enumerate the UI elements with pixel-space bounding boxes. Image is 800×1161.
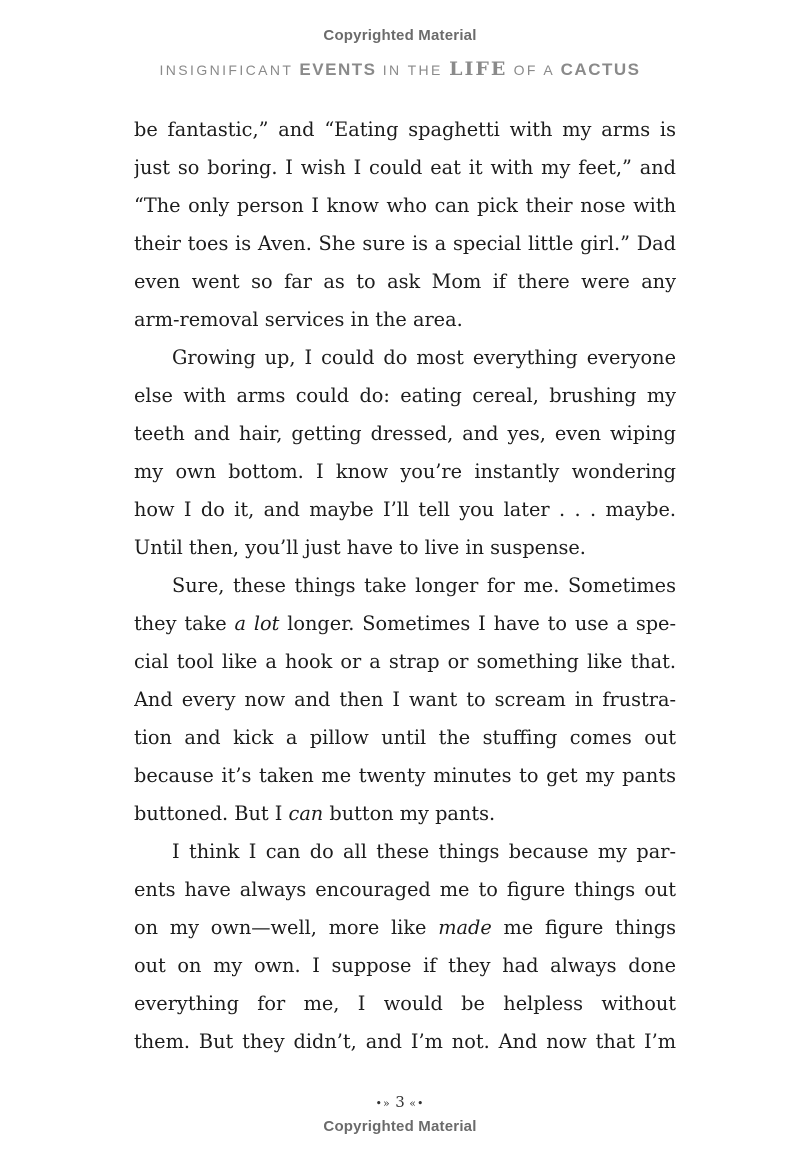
emphasis-text: can: [288, 802, 324, 825]
text-line: I think I can do all these things because my par-: [172, 840, 676, 863]
text-run: button my pants.: [323, 802, 496, 825]
text-line: Growing up, I could do most everything everyone: [172, 346, 676, 369]
text-run: they take: [134, 612, 235, 635]
text-line: arm-removal services in the area.: [134, 308, 463, 331]
text-line: their toes is Aven. She sure is a special little girl.” Dad: [134, 232, 676, 255]
running-head-word: LIFE: [449, 58, 508, 80]
running-head-word: IN THE: [382, 62, 443, 78]
text-run: buttoned. But I: [134, 802, 289, 825]
text-line: out on my own. I suppose if they had always done: [134, 954, 676, 977]
body-text: [134, 111, 676, 1061]
copyright-notice-bottom: Copyrighted Material: [323, 1118, 477, 1135]
text-line: them. But they didn’t, and I’m not. And now that I’m: [134, 1030, 676, 1053]
text-line: else with arms could do: eating cereal, brushing my: [134, 384, 676, 407]
text-line: tion and kick a pillow until the stuffing comes out: [134, 726, 676, 749]
emphasis-text: a lot: [234, 612, 280, 635]
running-head-word: EVENTS: [299, 60, 377, 79]
text-line: be fantastic,” and “Eating spaghetti with my arms is: [134, 118, 676, 141]
running-head: [0, 58, 800, 80]
text-line: because it’s taken me twenty minutes to get my pants: [134, 764, 676, 787]
text-line: how I do it, and maybe I’ll tell you later . . . maybe.: [134, 498, 676, 521]
running-head-word: OF A: [513, 62, 555, 78]
running-head-word: INSIGNIFICANT: [159, 62, 294, 78]
text-line: “The only person I know who can pick their nose with: [134, 194, 676, 217]
folio-ornament-right: «•: [404, 1097, 425, 1110]
text-line: cial tool like a hook or a strap or something like that.: [134, 650, 676, 673]
text-run: on my own—well, more like: [134, 916, 439, 939]
text-line: even went so far as to ask Mom if there were any: [134, 270, 676, 293]
text-line: teeth and hair, getting dressed, and yes, even wiping: [134, 422, 676, 445]
text-line: [134, 795, 676, 833]
emphasis-text: made: [438, 916, 492, 939]
text-line: my own bottom. I know you’re instantly wondering: [134, 460, 676, 483]
text-line: And every now and then I want to scream in frustra-: [134, 688, 676, 711]
text-line: Until then, you’ll just have to live in suspense.: [134, 536, 586, 559]
text-line: Sure, these things take longer for me. Sometimes: [172, 574, 676, 597]
page-number-footer: [0, 1093, 800, 1111]
text-run: longer. Sometimes I have to use a spe-: [279, 612, 676, 635]
text-line: just so boring. I wish I could eat it with my feet,” and: [134, 156, 676, 179]
text-line: ents have always encouraged me to figure things out: [134, 878, 676, 901]
text-run: me figure things: [491, 916, 676, 939]
text-line: everything for me, I would be helpless without: [134, 992, 676, 1015]
copyright-notice-top: Copyrighted Material: [323, 27, 477, 44]
page-number: 3: [395, 1093, 405, 1111]
folio-ornament-left: •»: [375, 1097, 396, 1110]
text-line: [134, 909, 676, 947]
text-line: [134, 605, 676, 643]
running-head-word: CACTUS: [560, 60, 641, 79]
